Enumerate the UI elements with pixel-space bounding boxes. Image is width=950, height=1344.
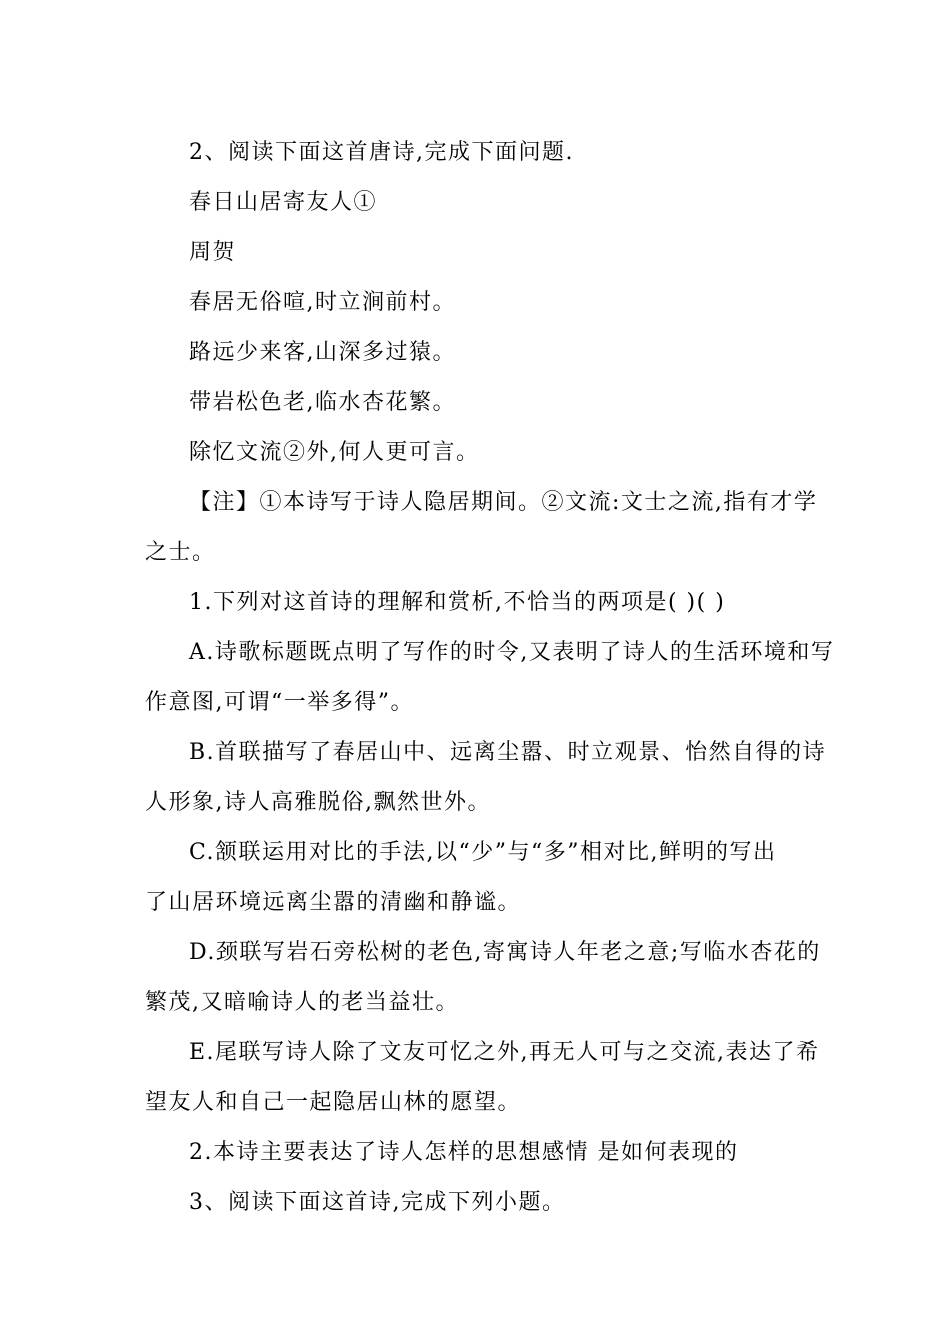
section-heading-q2: 2、阅读下面这首唐诗,完成下面问题.: [189, 140, 574, 165]
question-1: 1.下列对这首诗的理解和赏析,不恰当的两项是( )( ): [189, 590, 726, 615]
poem-line: 春居无俗喧,时立涧前村。: [189, 290, 456, 315]
option-d: D.颈联写岩石旁松树的老色,寄寓诗人年老之意;写临水杏花的: [189, 940, 821, 965]
option-a: A.诗歌标题既点明了写作的时令,又表明了诗人的生活环境和写: [189, 640, 835, 665]
question-2: 2.本诗主要表达了诗人怎样的思想感情 是如何表现的: [189, 1140, 739, 1165]
option-b: B.首联描写了春居山中、远离尘嚣、时立观景、怡然自得的诗: [189, 740, 827, 765]
annotation-note: 【注】①本诗写于诗人隐居期间。②文流:文士之流,指有才学: [189, 490, 818, 515]
poem-line: 带岩松色老,临水杏花繁。: [189, 390, 456, 415]
option-b-cont: 人形象,诗人高雅脱俗,飘然世外。: [145, 790, 491, 815]
option-c-cont: 了山居环境远离尘嚣的清幽和静谧。: [145, 890, 522, 915]
option-a-cont: 作意图,可谓“一举多得”。: [145, 690, 414, 715]
poem-line: 路远少来客,山深多过猿。: [189, 340, 456, 365]
poem-author: 周贺: [189, 240, 237, 265]
poem-line: 除忆文流②外,何人更可言。: [189, 440, 480, 465]
section-heading-q3: 3、阅读下面这首诗,完成下列小题。: [189, 1190, 566, 1215]
option-e: E.尾联写诗人除了文友可忆之外,再无人可与之交流,表达了希: [189, 1040, 820, 1065]
poem-title: 春日山居寄友人①: [189, 190, 378, 215]
option-c: C.颔联运用对比的手法,以“少”与“多”相对比,鲜明的写出: [189, 840, 777, 865]
option-d-cont: 繁茂,又暗喻诗人的老当益壮。: [145, 990, 459, 1015]
option-e-cont: 望友人和自己一起隐居山林的愿望。: [145, 1090, 522, 1115]
annotation-note-cont: 之士。: [145, 540, 216, 565]
